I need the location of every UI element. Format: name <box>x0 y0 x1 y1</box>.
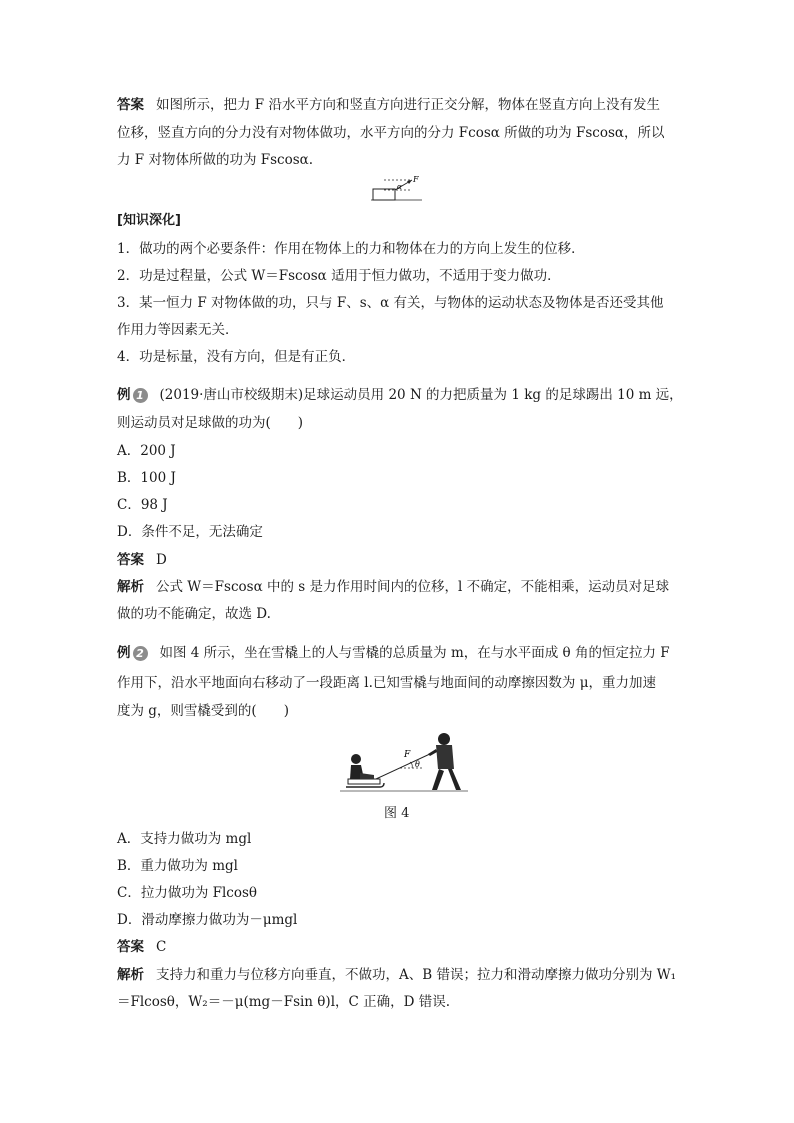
puller-head <box>438 733 450 745</box>
example1-stem-text-1: (2019·唐山市校级期末)足球运动员用 20 N 的力把质量为 1 kg 的足球踢出 10 m 远， <box>159 387 683 403</box>
puller-leg-front <box>432 769 444 790</box>
example2-answer <box>117 938 166 956</box>
example1-option-d: D．条件不足，无法确定 <box>117 524 263 540</box>
example1-answer <box>117 551 167 569</box>
intro-line-1 <box>117 96 660 114</box>
example1-stem-line-1 <box>117 386 683 404</box>
example1-analysis-label: 解析 <box>117 579 144 595</box>
example1-analysis-text-1: 公式 W＝Fscosα 中的 s 是力作用时间内的位移，l 不确定，不能相乘，运动员对足球 <box>156 579 670 595</box>
example1-option-b: B．100 J <box>117 470 176 486</box>
example1-badge-text: 例 <box>117 387 131 403</box>
example1-analysis-line-2: 做的功不能确定，故选 D. <box>117 606 271 622</box>
example2-stem-line-1 <box>117 644 670 662</box>
angle-label: α <box>397 183 402 191</box>
intro-line-2: 位移，竖直方向的分力没有对物体做功，水平方向的分力 Fcosα 所做的功为 Fscosα，所以 <box>117 125 665 141</box>
example2-number: 2 <box>133 646 148 661</box>
intro-text-1: 如图所示，把力 F 沿水平方向和竖直方向进行正交分解，物体在竖直方向上没有发生 <box>156 97 660 113</box>
intro-answer-label: 答案 <box>117 97 144 113</box>
seated-person-legs <box>360 773 374 779</box>
angle-label: θ <box>415 760 420 769</box>
knowledge-heading: [知识深化] <box>117 213 181 228</box>
example1-option-a: A．200 J <box>117 443 176 459</box>
puller-torso <box>436 745 454 769</box>
example1-stem-line-2: 则运动员对足球做的功为( ) <box>117 415 304 431</box>
example2-answer-value: C <box>156 939 167 955</box>
example2-option-c: C．拉力做功为 Flcosθ <box>117 885 258 901</box>
knowledge-item-4: 4．功是标量，没有方向，但是有正负． <box>117 349 356 365</box>
block-shape <box>373 189 395 200</box>
force-label: F <box>404 750 411 760</box>
sled-body <box>348 779 380 784</box>
knowledge-item-3: 3．某一恒力 F 对物体做的功，只与 F、s、α 有关，与物体的运动状态及物体是否还受其他 <box>117 295 664 311</box>
knowledge-item-2: 2．功是过程量，公式 W＝Fscosα 适用于恒力做功，不适用于变力做功． <box>117 268 561 284</box>
example2-stem-line-2: 作用下，沿水平地面向右移动了一段距离 l.已知雪橇与地面间的动摩擦因数为 μ，重力加速 <box>117 675 656 691</box>
sled-figure <box>340 727 470 795</box>
example1-badge <box>117 386 148 404</box>
puller-arm <box>428 749 437 756</box>
example2-answer-label: 答案 <box>117 939 144 955</box>
example1-answer-value: D <box>156 552 167 568</box>
puller-leg-back <box>448 769 461 790</box>
example2-analysis-label: 解析 <box>117 967 144 983</box>
example2-option-b: B．重力做功为 mgl <box>117 858 238 874</box>
seated-person-head <box>351 754 361 764</box>
example2-analysis-line-1 <box>117 966 676 984</box>
example2-analysis-line-2: ＝Flcosθ，W₂＝－μ(mg－Fsin θ)l，C 正确，D 错误. <box>117 994 451 1010</box>
intro-line-3: 力 F 对物体所做的功为 Fscosα. <box>117 152 314 168</box>
example1-option-c: C．98 J <box>117 497 168 513</box>
example1-analysis-line-1 <box>117 578 669 596</box>
example1-number: 1 <box>133 388 148 403</box>
example2-badge-text: 例 <box>117 645 131 661</box>
force-arrowhead <box>407 180 412 184</box>
example2-analysis-text-1: 支持力和重力与位移方向垂直，不做功，A、B 错误；拉力和滑动摩擦力做功分别为 W₁ <box>156 967 677 983</box>
example2-stem-line-3: 度为 g，则雪橇受到的( ) <box>117 703 289 719</box>
force-decomposition-figure <box>370 174 424 204</box>
example2-badge <box>117 644 148 662</box>
figure-caption: 图 4 <box>384 806 410 821</box>
example2-option-a: A．支持力做功为 mgl <box>117 831 252 847</box>
knowledge-item-1: 1．做功的两个必要条件：作用在物体上的力和物体在力的方向上发生的位移． <box>117 241 585 257</box>
example1-answer-label: 答案 <box>117 552 144 568</box>
example2-stem-text-1: 如图 4 所示，坐在雪橇上的人与雪橇的总质量为 m，在与水平面成 θ 角的恒定拉力 F <box>159 645 670 661</box>
force-label: F <box>413 175 419 184</box>
example2-option-d: D．滑动摩擦力做功为－μmgl <box>117 912 298 928</box>
knowledge-item-3-cont: 作用力等因素无关． <box>117 322 239 338</box>
